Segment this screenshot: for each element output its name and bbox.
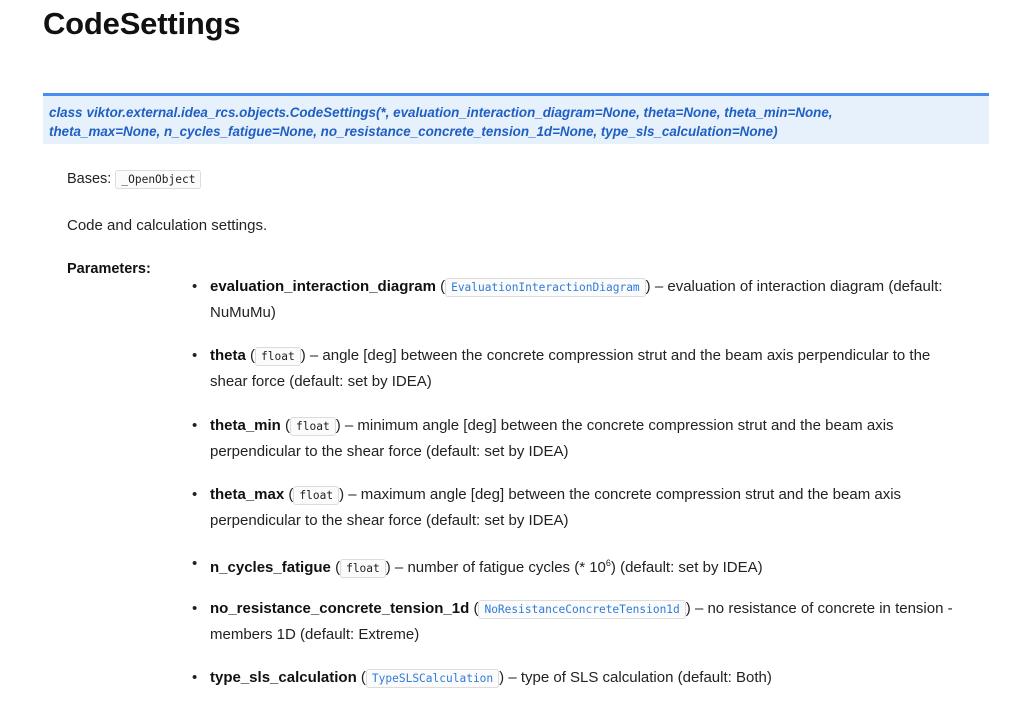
parameters-label: Parameters: xyxy=(67,261,151,277)
param-item-type-sls-calculation: • type_sls_calculation ( TypeSLSCalculation ) – type of SLS calculation (default: Both) xyxy=(190,665,990,691)
page-title: CodeSettings xyxy=(43,6,241,41)
bullet: • xyxy=(192,555,198,572)
param-description-post: ) (default: set by IDEA) xyxy=(610,559,763,576)
signature-close: ) xyxy=(773,124,778,139)
param-description: type of SLS calculation (default: Both) xyxy=(520,669,772,686)
signature-line-2 xyxy=(49,122,983,141)
param-description: angle [deg] between the concrete compression strut and the beam axis perpendicular to the xyxy=(322,347,931,364)
bullet: • xyxy=(192,600,198,617)
param-description-cont: members 1D (default: Extreme) xyxy=(210,626,420,643)
param-name: type_sls_calculation xyxy=(210,669,357,686)
bases-line xyxy=(67,171,201,187)
param-type-link[interactable]: NoResistanceConcreteTension1d xyxy=(478,600,685,619)
param-description-superscript: 6 xyxy=(605,558,611,568)
bullet: • xyxy=(192,669,198,686)
param-description: minimum angle [deg] between the concrete compression strut and the beam axis xyxy=(357,417,894,434)
param-description-cont: perpendicular to the shear force (default: set by IDEA) xyxy=(210,443,569,460)
param-type: float xyxy=(340,559,386,578)
param-description: maximum angle [deg] between the concrete compression strut and the beam axis xyxy=(360,486,902,503)
bases-value: _OpenObject xyxy=(115,170,201,189)
param-name: theta_min xyxy=(210,417,281,434)
param-name: n_cycles_fatigue xyxy=(210,559,331,576)
class-signature xyxy=(43,93,989,144)
param-description-cont: shear force (default: set by IDEA) xyxy=(210,373,432,390)
param-item-n-cycles-fatigue: • n_cycles_fatigue ( float ) – number of fatigue cycles (* $10^6$) (default: set by IDEA) xyxy=(190,551,990,581)
signature-line-1 xyxy=(49,103,983,122)
param-description: no resistance of concrete in tension - xyxy=(707,600,953,617)
param-item-theta-min: • theta_min ( float ) – minimum angle [deg] between the concrete compression strut and the beam axis perpendicular to the shear force (default: set by IDEA) xyxy=(190,413,990,464)
param-item-no-resistance-concrete-tension-1d: • no_resistance_concrete_tension_1d ( NoResistanceConcreteTension1d ) – no resistance of concrete in tension - members 1D (default: Extreme) xyxy=(190,596,990,647)
param-type-link[interactable]: TypeSLSCalculation xyxy=(366,669,499,688)
signature-args-1: *, evaluation_interaction_diagram=None, theta=None, theta_min=None, xyxy=(380,105,833,120)
param-type: float xyxy=(290,417,336,436)
bases-label: Bases: xyxy=(67,171,112,187)
param-description: evaluation of interaction diagram (default: xyxy=(667,278,943,295)
signature-keyword: class xyxy=(49,105,83,120)
param-name: theta xyxy=(210,347,246,364)
param-name: theta_max xyxy=(210,486,285,503)
param-item-evaluation-interaction-diagram: • evaluation_interaction_diagram ( EvaluationInteractionDiagram ) – evaluation of interaction diagram (default: NuMuMu) xyxy=(190,274,990,325)
param-description: number of fatigue cycles (* 10 xyxy=(407,559,606,576)
param-description-cont: perpendicular to the shear force (default: set by IDEA) xyxy=(210,512,569,529)
signature-args-2: theta_max=None, n_cycles_fatigue=None, no_resistance_concrete_tension_1d=None, type_sls_calculation=None xyxy=(49,124,774,139)
class-description: Code and calculation settings. xyxy=(67,217,268,234)
bullet: • xyxy=(192,417,198,434)
param-type: float xyxy=(255,347,301,366)
signature-name: viktor.external.idea_rcs.objects.CodeSettings( xyxy=(86,105,381,120)
bullet: • xyxy=(192,278,198,295)
param-name: no_resistance_concrete_tension_1d xyxy=(210,600,470,617)
bullet: • xyxy=(192,486,198,503)
param-name: evaluation_interaction_diagram xyxy=(210,278,436,295)
param-item-theta: • theta ( float ) – angle [deg] between the concrete compression strut and the beam axis perpendicular to the shear force (default: set by IDEA) xyxy=(190,343,990,394)
param-description-cont: NuMuMu) xyxy=(210,304,276,321)
param-type: float xyxy=(293,486,339,505)
param-type-link[interactable]: EvaluationInteractionDiagram xyxy=(445,278,646,297)
param-item-theta-max: • theta_max ( float ) – maximum angle [deg] between the concrete compression strut and the beam axis perpendicular to the shear force (default: set by IDEA) xyxy=(190,482,990,533)
bullet: • xyxy=(192,347,198,364)
